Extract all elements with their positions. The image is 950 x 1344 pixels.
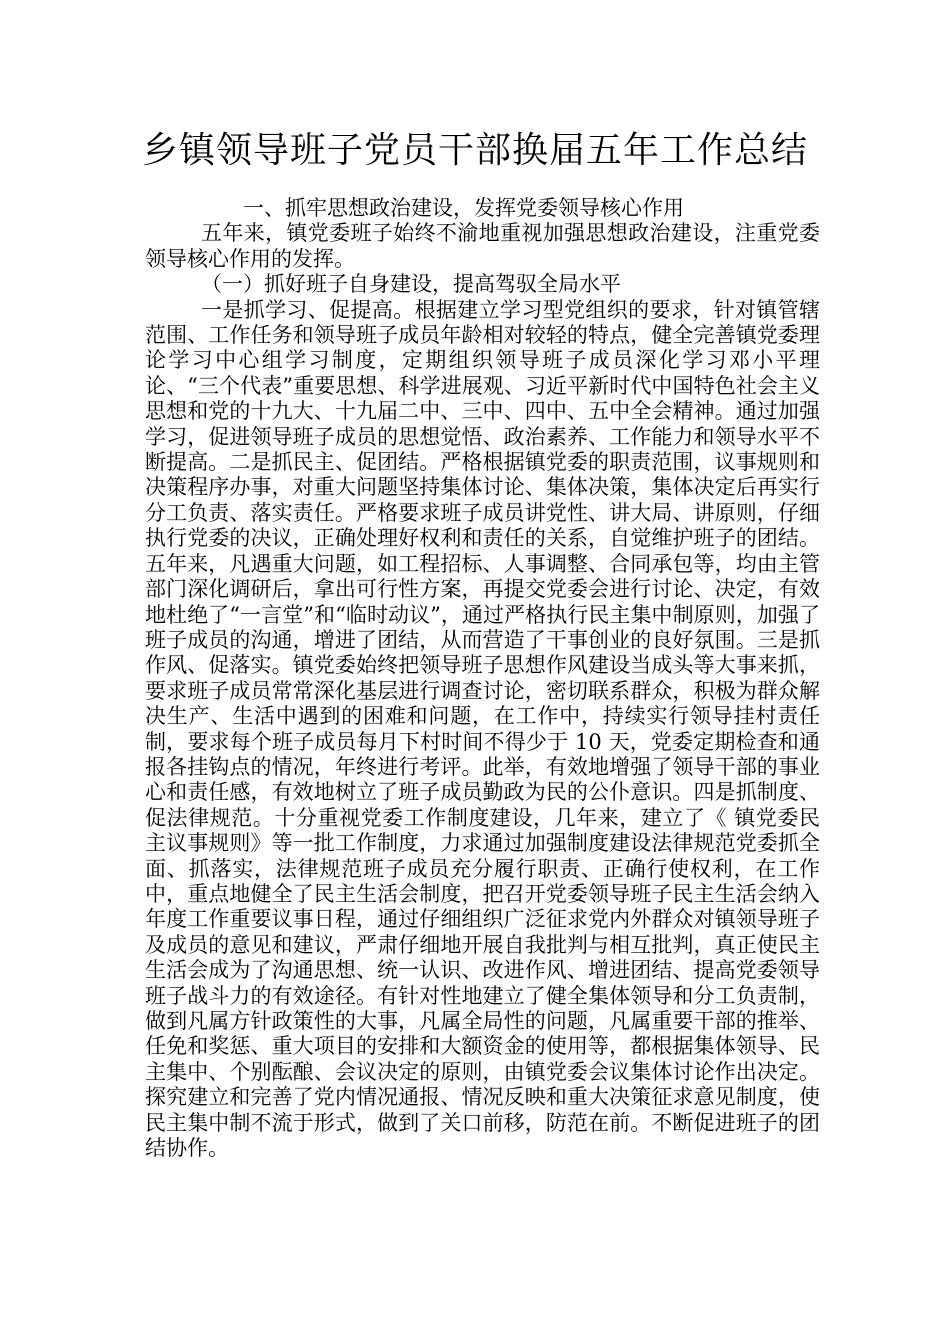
body-paragraph: 一是抓学习、促提高。根据建立学习型党组织的要求，针对镇管辖范围、工作任务和领导班子成员年龄相对较轻的特点，健全完善镇党委理论学习中心组学习制度，定期组织领导班子成员深化学习邓小平理论、“三个代表”重要思想、科学进展观、习近平新时代中国特色社会主义思想和党的十九大、十九届二中、三中、四中、五中全会精神。通过加强学习，促进领导班子成员的思想觉悟、政治素养、工作能力和领导水平不断提高。二是抓民主、促团结。严格根据镇党委的职责范围，议事规则和决策程序办事，对重大问题坚持集体讨论、集体决策，集体决定后再实行分工负责、落实责任。严格要求班子成员讲党性、讲大局、讲原则，仔细执行党委的决议，正确处理好权利和责任的关系，自觉维护班子的团结。五年来，凡遇重大问题，如工程招标、人事调整、合同承包等，均由主管部门深化调研后，拿出可行性方案，再提交党委会进行讨论、决定，有效地杜绝了“一言堂”和“临时动议”，通过严格执行民主集中制原则，加强了班子成员的沟通，增进了团结，从而营造了干事创业的良好氛围。三是抓作风、促落实。镇党委始终把领导班子思想作风建设当成头等大事来抓，要求班子成员常常深化基层进行调查讨论，密切联系群众，积极为群众解决生产、生活中遇到的困难和问题，在工作中，持续实行领导挂村责任制，要求每个班子成员每月下村时间不得少于 10 天，党委定期检查和通报各挂钩点的情况，年终进行考评。此举，有效地增强了领导干部的事业心和责任感，有效地树立了班子成员勤政为民的公仆意识。四是抓制度、促法律规范。十分重视党委工作制度建设，几年来，建立了《 镇党委民主议事规则》等一批工作制度，力求通过加强制度建设法律规范党委抓全面、抓落实，法律规范班子成员充分履行职责、正确行使权利，在工作中，重点地健全了民主生活会制度，把召开党委领导班子民主生活会纳入年度工作重要议事日程，通过仔细组织广泛征求党内外群众对镇领导班子及成员的意见和建议，严肃仔细地开展自我批判与相互批判，真正使民主生活会成为了沟通思想、统一认识、改进作风、增进团结、提高党委领导班子战斗力的有效途径。有针对性地建立了健全集体领导和分工负责制，做到凡属方针政策性的大事，凡属全局性的问题，凡属重要干部的推举、任免和奖惩、重大项目的安排和大额资金的使用等，都根据集体领导、民主集中、个别酝酿、会议决定的原则，由镇党委会议集体讨论作出决定。探究建立和完善了党内情况通报、情况反映和重大决策征求意见制度，使民主集中制不流于形式，做到了关口前移，防范在前。不断促进班子的团结协作。 (145, 297, 820, 1161)
subsection-heading: （一）抓好班子自身建设，提高驾驭全局水平 (201, 272, 621, 297)
document-title: 乡镇领导班子党员干部换届五年工作总结 (141, 130, 808, 171)
intro-paragraph: 五年来，镇党委班子始终不渝地重视加强思想政治建设，注重党委领导核心作用的发挥。 (145, 221, 820, 271)
document-body (145, 196, 820, 1161)
section-heading: 一、抓牢思想政治建设，发挥党委领导核心作用 (243, 196, 684, 220)
